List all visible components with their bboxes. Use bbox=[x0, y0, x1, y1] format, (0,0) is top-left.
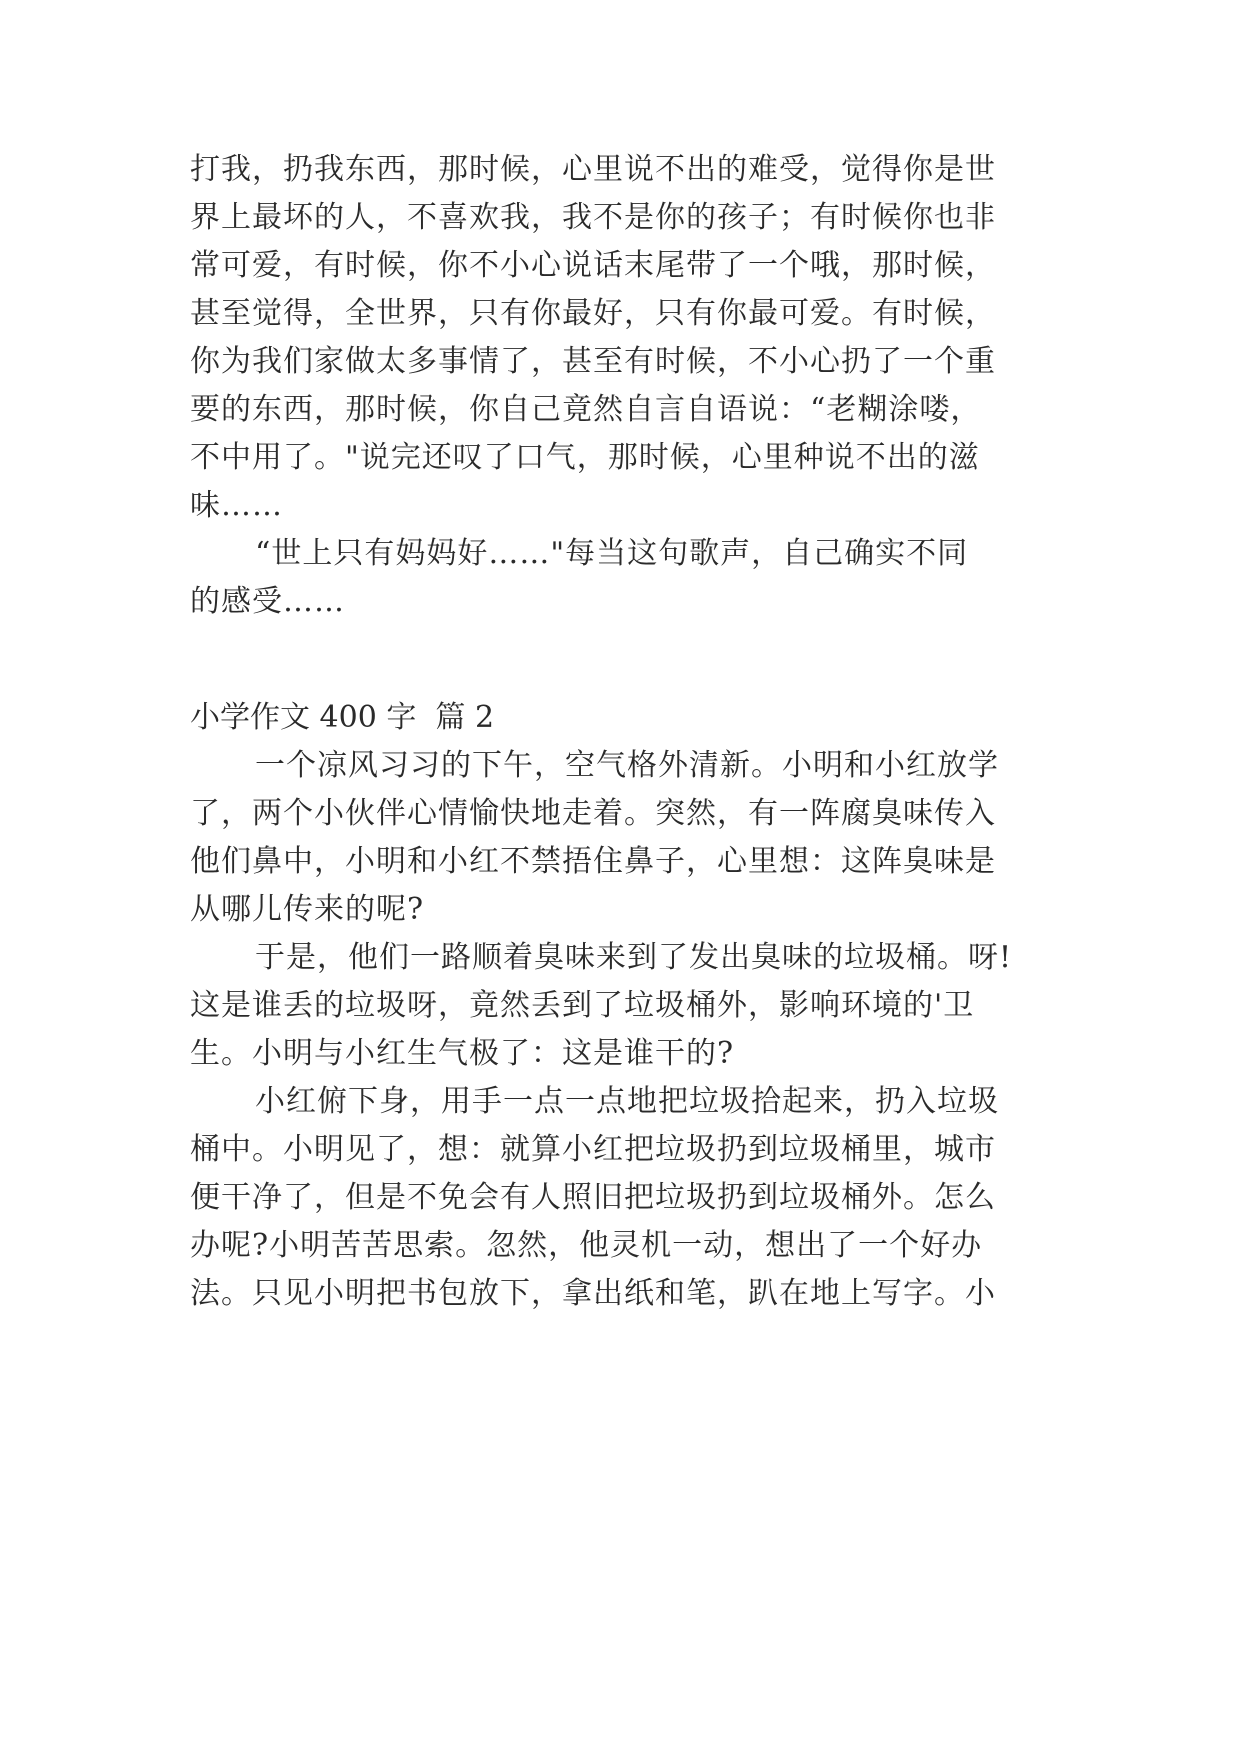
section-heading: 小学作文 400 字 篇 2 bbox=[190, 700, 495, 735]
text-line: 便干净了，但是不免会有人照旧把垃圾扔到垃圾桶外。怎么 bbox=[190, 1180, 996, 1215]
text-line: 甚至觉得，全世界，只有你最好，只有你最可爱。有时候， bbox=[190, 296, 996, 331]
text-line: 味…… bbox=[190, 488, 283, 523]
text-line: 你为我们家做太多事情了，甚至有时候，不小心扔了一个重 bbox=[190, 344, 996, 379]
text-line: 他们鼻中，小明和小红不禁捂住鼻子，心里想：这阵臭味是 bbox=[190, 844, 996, 879]
paragraph-start-line: “世上只有妈妈好……"每当这句歌声，自己确实不同 bbox=[255, 536, 969, 571]
text-line: 这是谁丢的垃圾呀，竟然丢到了垃圾桶外，影响环境的'卫 bbox=[190, 988, 975, 1023]
text-line: 从哪儿传来的呢? bbox=[190, 892, 425, 927]
paragraph-start-line: 于是，他们一路顺着臭味来到了发出臭味的垃圾桶。呀! bbox=[255, 940, 1013, 975]
text-line: 不中用了。"说完还叹了口气，那时候，心里种说不出的滋 bbox=[190, 440, 980, 475]
text-line: 桶中。小明见了，想：就算小红把垃圾扔到垃圾桶里，城市 bbox=[190, 1132, 996, 1167]
text-line: 法。只见小明把书包放下，拿出纸和笔，趴在地上写字。小 bbox=[190, 1276, 996, 1311]
paragraph-start-line: 一个凉风习习的下午，空气格外清新。小明和小红放学 bbox=[255, 748, 999, 783]
text-line: 了，两个小伙伴心情愉快地走着。突然，有一阵腐臭味传入 bbox=[190, 796, 996, 831]
text-line: 打我，扔我东西，那时候，心里说不出的难受，觉得你是世 bbox=[190, 152, 996, 187]
text-line: 常可爱，有时候，你不小心说话末尾带了一个哦，那时候， bbox=[190, 248, 996, 283]
text-line: 要的东西，那时候，你自己竟然自言自语说：“老糊涂喽， bbox=[190, 392, 982, 427]
paragraph-start-line: 小红俯下身，用手一点一点地把垃圾拾起来，扔入垃圾 bbox=[255, 1084, 999, 1119]
text-line: 生。小明与小红生气极了：这是谁干的? bbox=[190, 1036, 735, 1071]
text-line: 的感受…… bbox=[190, 584, 345, 619]
text-line: 办呢?小明苦苦思索。忽然，他灵机一动，想出了一个好办 bbox=[190, 1228, 983, 1263]
text-line: 界上最坏的人，不喜欢我，我不是你的孩子；有时候你也非 bbox=[190, 200, 996, 235]
